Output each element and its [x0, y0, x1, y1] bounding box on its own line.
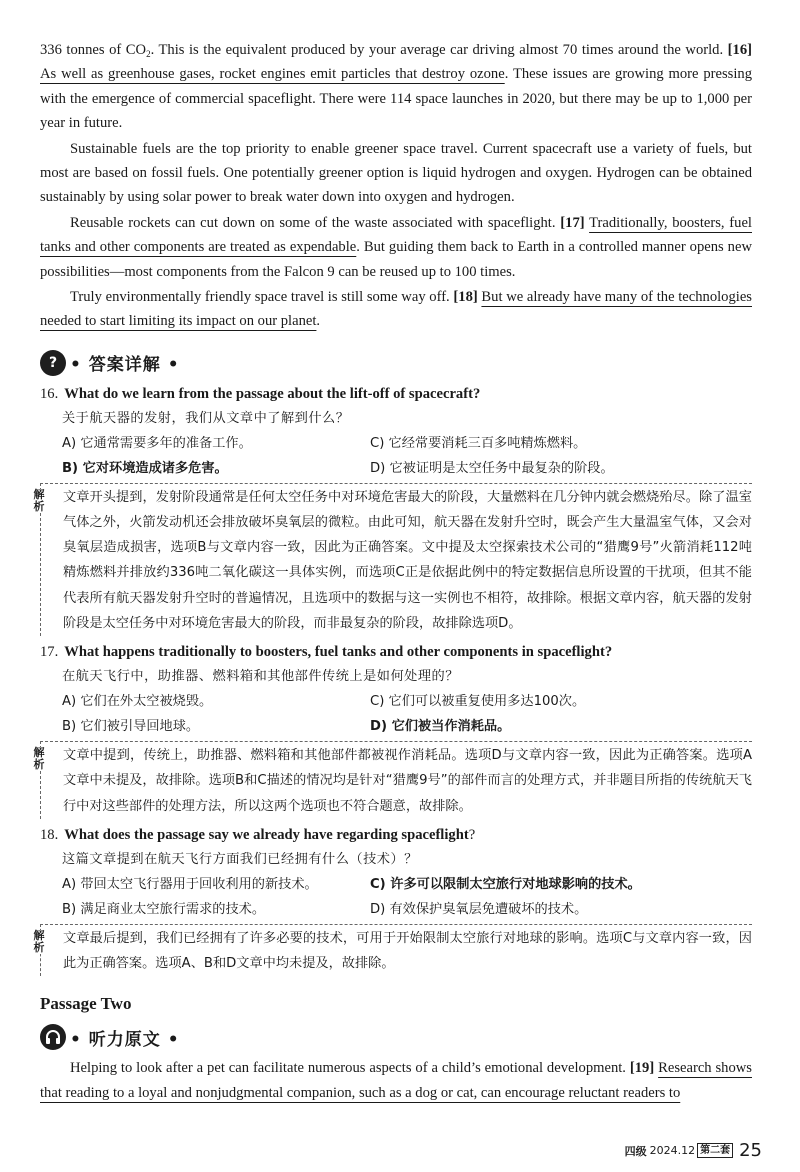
headphones-icon — [40, 1024, 66, 1050]
question-marker: [18] — [453, 289, 478, 306]
option-d-correct: D) 它们被当作消耗品。 — [370, 719, 511, 735]
section-title: • 答案详解 • — [70, 355, 180, 376]
question-english: 18. What does the passage say we already have regarding spaceflight? — [40, 826, 476, 843]
question-16 — [33, 382, 752, 636]
option-d: D) 有效保护臭氧层免遭破坏的技术。 — [370, 901, 588, 917]
option-a: A) 它通常需要多年的准备工作。 — [62, 435, 252, 451]
exam-level: 四级 — [624, 1144, 647, 1158]
option-d: D) 它被证明是太空任务中最复杂的阶段。 — [370, 460, 614, 476]
options — [40, 872, 752, 922]
question-number: 17. — [40, 644, 59, 661]
question-chinese: 这篇文章提到在航天飞行方面我们已经拥有什么（技术）？ — [62, 851, 418, 867]
exam-date: 2024.12 — [649, 1144, 696, 1157]
paragraph: Reusable rockets can cut down on some of the waste associated with spaceflight. [17] Traditionally, boosters, fuel tanks and other components are treated as expendable. But guiding them back to Earth in a controlled manner opens new possibilities—most components from the Falcon 9 can be reused up to 100 times. — [40, 214, 752, 280]
question-number: 18. — [40, 826, 59, 843]
analysis-text: 文章最后提到，我们已经拥有了许多必要的技术，可用于开始限制太空旅行对地球的影响。选项C与文章内容一致，因此为正确答案。选项A、B和D文章中均未提及，故排除。 — [63, 930, 752, 971]
lightbulb-icon: ? — [40, 350, 66, 376]
question-chinese: 关于航天器的发射，我们从文章中了解到什么？ — [62, 410, 350, 426]
paragraph: 336 tonnes of $CO_2$. This is the equivalent produced by your average car driving almost 70 times around the world. [16] As well as greenhouse gases, rocket engines emit particles that destroy ozone. These issues are growing more pressing with the emergence of commercial spaceflight. There were 114 space launches in 2020, but there may be up to 1,000 per year in future. — [40, 42, 752, 132]
paragraph: Sustainable fuels are the top priority to enable greener space travel. Current spacecraft use a variety of fuels, but most are based on fossil fuels. One potentially greener option is liquid hydrogen and oxygen. Hydrogen can be obtained sustainably by using solar power to break water down into oxygen and hydrogen. — [40, 140, 752, 206]
option-a: A) 它们在外太空被烧毁。 — [62, 694, 213, 710]
passage-two-title: Passage Two — [40, 994, 132, 1014]
option-c-correct: C) 许多可以限制太空旅行对地球影响的技术。 — [370, 876, 641, 892]
question-chinese: 在航天飞行中，助推器、燃料箱和其他部件传统上是如何处理的？ — [62, 669, 459, 685]
options — [40, 689, 752, 739]
passage-one-text — [40, 38, 752, 334]
analysis-box — [33, 741, 752, 819]
analysis-box — [33, 483, 752, 636]
underlined-sentence: But we already have many of the technologies needed to start limiting its impact on our planet — [40, 289, 752, 330]
underlined-sentence: Research shows that reading to a loyal and nonjudgmental companion, such as a dog or cat, can encourage reluctant readers to — [40, 1060, 752, 1101]
option-c: C) 它经常要消耗三百多吨精炼燃料。 — [370, 435, 587, 451]
analysis-text: 文章中提到，传统上，助推器、燃料箱和其他部件都被视作消耗品。选项D与文章内容一致，因此为正确答案。选项A文章中未提及，故排除。选项B和C描述的情况均是针对“猎鹰9号”的部件而言的处理方式，并非题目所指的传统航天飞行中对这些部件的处理方法，所以这两个选项也不符合题意，故排除。 — [63, 748, 752, 814]
question-17 — [33, 640, 752, 819]
option-b: B) 它们被引导回地球。 — [62, 719, 200, 735]
section-title: • 听力原文 • — [70, 1029, 180, 1050]
option-b: B) 满足商业太空旅行需求的技术。 — [62, 901, 266, 917]
passage-two-text — [40, 1056, 752, 1105]
analysis-tag: 解析 — [31, 489, 47, 513]
page-number: 25 — [739, 1140, 762, 1161]
paragraph: Helping to look after a pet can facilitate numerous aspects of a child’s emotional development. [19] Research shows that reading to a loyal and nonjudgmental companion, such as a dog or cat, can encourage reluctant readers to — [40, 1060, 752, 1101]
question-marker: [17] — [560, 214, 585, 231]
question-marker: [16] — [727, 42, 752, 58]
underlined-sentence: As well as greenhouse gases, rocket engines emit particles that destroy ozone — [40, 66, 505, 83]
option-b-correct: B) 它对环境造成诸多危害。 — [62, 460, 228, 476]
issue-badge: 第二套 — [697, 1143, 733, 1158]
answers-section-header — [40, 348, 752, 378]
question-marker: [19] — [629, 1060, 655, 1077]
underlined-sentence: Traditionally, boosters, fuel tanks and other components are treated as expendable — [40, 214, 752, 256]
paragraph: Truly environmentally friendly space travel is still some way off. [18] But we already have many of the technologies needed to start limiting its impact on our planet. — [40, 289, 752, 330]
question-number: 16. — [40, 385, 59, 402]
question-english: 16. What do we learn from the passage about the lift-off of spacecraft? — [40, 385, 481, 402]
analysis-tag: 解析 — [31, 930, 47, 954]
analysis-text: 文章开头提到，发射阶段通常是任何太空任务中对环境危害最大的阶段，大量燃料在几分钟内就会燃烧殆尽。除了温室气体之外，火箭发动机还会排放破坏臭氧层的微粒。由此可知，航天器在发射升空时，既会产生大量温室气体，又会对臭氧层造成损害，选项B与文章内容一致，因此为正确答案。文中提及太空探索技术公司的“猎鹰9号”火箭消耗112吨精炼燃料并排放约336吨二氧化碳这一具体实例，而选项C正是依据此例中的特定数据信息所设置的干扰项，但其不能代表所有航天器发射升空时的普遍情况，且选项中的数据与这一实例也不相符，故排除。根据文章内容，航天器的发射阶段是太空任务中对环境危害最大的阶段，而非最复杂的阶段，故排除选项D。 — [63, 489, 752, 631]
question-18 — [33, 823, 752, 976]
analysis-box — [33, 924, 752, 976]
page-footer — [625, 1140, 762, 1161]
option-c: C) 它们可以被重复使用多达100次。 — [370, 694, 586, 710]
listening-section-header — [40, 1022, 752, 1052]
headphones-icon-graphic — [44, 1028, 62, 1046]
question-english: 17. What happens traditionally to boosters, fuel tanks and other components in spaceflight? — [40, 644, 613, 661]
option-a: A) 带回太空飞行器用于回收利用的新技术。 — [62, 876, 318, 892]
page-content — [33, 38, 752, 1105]
analysis-tag: 解析 — [31, 747, 47, 771]
options — [40, 431, 752, 481]
